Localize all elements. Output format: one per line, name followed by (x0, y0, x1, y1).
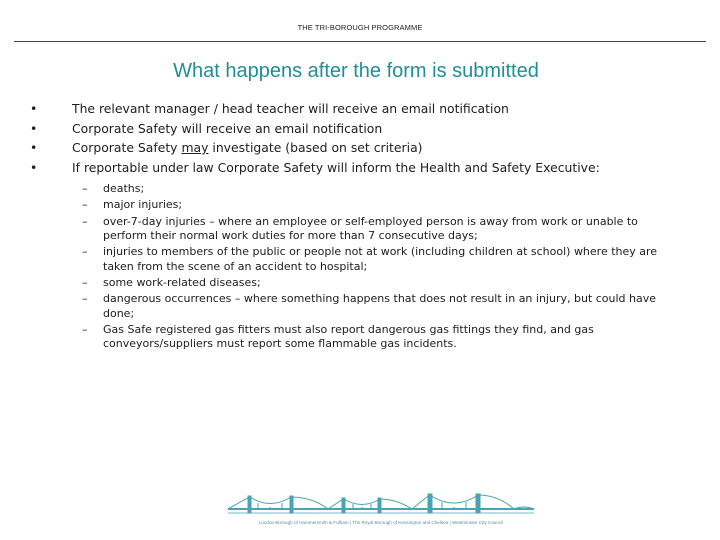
bullet-text-tail: investigate (based on set criteria) (208, 140, 423, 155)
bullet-glyph: • (30, 159, 38, 175)
dash-glyph: – (82, 292, 88, 306)
sub-item-text: some work-related diseases; (103, 275, 261, 289)
bullet-text: Corporate Safety will receive an email notification (72, 120, 383, 136)
sub-item-text: major injuries; (103, 198, 183, 212)
sub-item (82, 276, 662, 290)
header-divider (14, 41, 706, 42)
dash-glyph: – (82, 322, 88, 336)
sub-item-text: injuries to members of the public or people not at work (including children at school) where they are taken from the scene of an accident to hospital; (103, 245, 658, 273)
dash-glyph: – (82, 214, 88, 228)
bullet-text: If reportable under law Corporate Safety will inform the Health and Safety Executive: (72, 159, 600, 175)
bullet-glyph: • (30, 120, 38, 136)
dash-glyph: – (82, 198, 88, 212)
bullet-glyph: • (30, 101, 38, 116)
bullet-glyph: • (30, 140, 38, 155)
sub-item-text: over-7-day injuries – where an employee or self-employed person is away from work or unable to perform their normal work duties for more than 7 consecutive days; (103, 214, 638, 242)
footer-caption: London Borough of Hammersmith & Fulham | The Royal Borough of Kensington and Chelsea | Westminster City Council (258, 520, 504, 525)
bullet-list (30, 99, 680, 177)
bullet-item (30, 158, 680, 178)
sub-item (82, 215, 662, 243)
dash-glyph: – (82, 275, 88, 289)
bullet-text: Corporate Safety (72, 140, 182, 155)
sub-item (82, 323, 662, 351)
page-title: What happens after the form is submitted (173, 60, 539, 82)
sub-item (82, 292, 662, 320)
bullet-item (30, 119, 680, 139)
sub-item-text: dangerous occurrences – where something happens that does not result in an injury, but could have done; (103, 292, 657, 320)
bullet-item (30, 138, 680, 158)
sub-item (82, 198, 662, 212)
bullet-emphasis: may (181, 140, 209, 155)
bridges-logo-icon (228, 488, 534, 520)
header-programme-name: THE TRI-BOROUGH PROGRAMME (297, 23, 423, 32)
sub-item (82, 182, 662, 196)
bullet-text: The relevant manager / head teacher will receive an email notification (72, 101, 509, 116)
dash-glyph: – (82, 182, 88, 195)
bullet-item (30, 99, 680, 119)
sub-item-text: Gas Safe registered gas fitters must also report dangerous gas fittings they find, and gas conveyors/suppliers must report some flammable gas incidents. (103, 322, 594, 351)
sub-item (82, 245, 662, 273)
sub-item-text: deaths; (103, 182, 145, 195)
dash-glyph: – (82, 245, 88, 259)
sub-list (82, 182, 662, 354)
